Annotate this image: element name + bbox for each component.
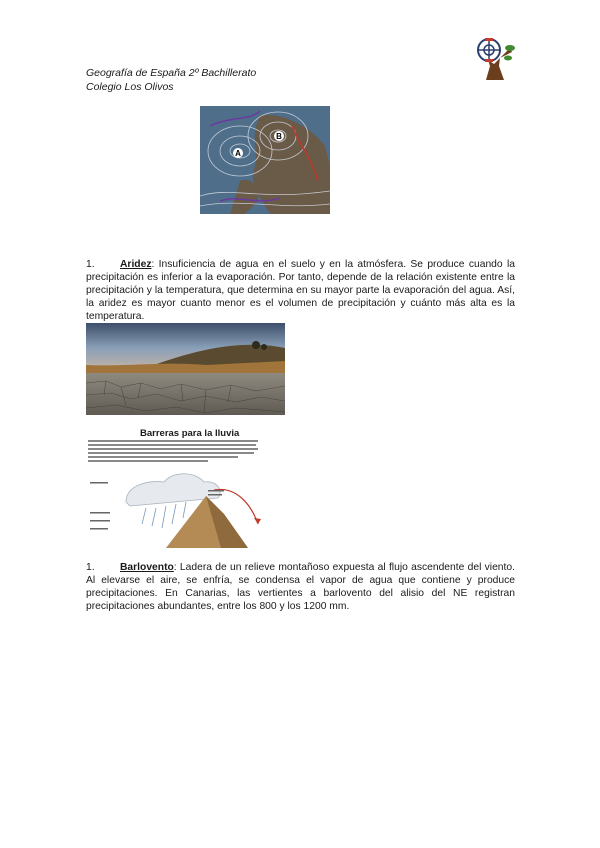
item-number: 1. [86, 562, 95, 573]
definition-text: : Insuficiencia de agua en el suelo y en la atmósfera. Se produce cuando la precipitación es inferior a la evaporación. Por tanto, depende de la relación existente entre la precipitación y la temperatura, que determina en su mayor parte la evaporación del agua. Así, la aridez es mayor cuanto menor es el volumen de precipitación y cuánto más alta es la temperatura. [86, 259, 515, 322]
orographic-rain-illustration [86, 424, 266, 548]
arid-landscape-photo [86, 323, 285, 415]
document-header [86, 66, 256, 94]
term-barlovento: Barlovento [120, 562, 174, 573]
header-school: Colegio Los Olivos [86, 81, 174, 93]
definition-aridez [86, 258, 515, 323]
map-low-label: B [276, 132, 282, 141]
definition-barlovento [86, 561, 515, 613]
item-number: 1. [86, 259, 95, 270]
term-aridez: Aridez [120, 259, 152, 270]
diagram-title: Barreras para la lluvia [140, 428, 240, 439]
rain-barrier-diagram [86, 424, 266, 548]
header-course: Geografía de España 2º Bachillerato [86, 67, 257, 79]
map-high-label: A [235, 149, 241, 158]
weather-map-image [200, 106, 330, 214]
definition-text: : Ladera de un relieve montañoso expuesta al flujo ascendente del viento. Al elevarse el aire, se enfría, se condensa el vapor de agua que contiene y produce precipitaciones. En Canarias, las vertientes a barlovento del alisio del NE registran precipitaciones abundantes, entre los 800 y los 1200 mm. [86, 562, 515, 612]
school-logo [472, 36, 516, 80]
